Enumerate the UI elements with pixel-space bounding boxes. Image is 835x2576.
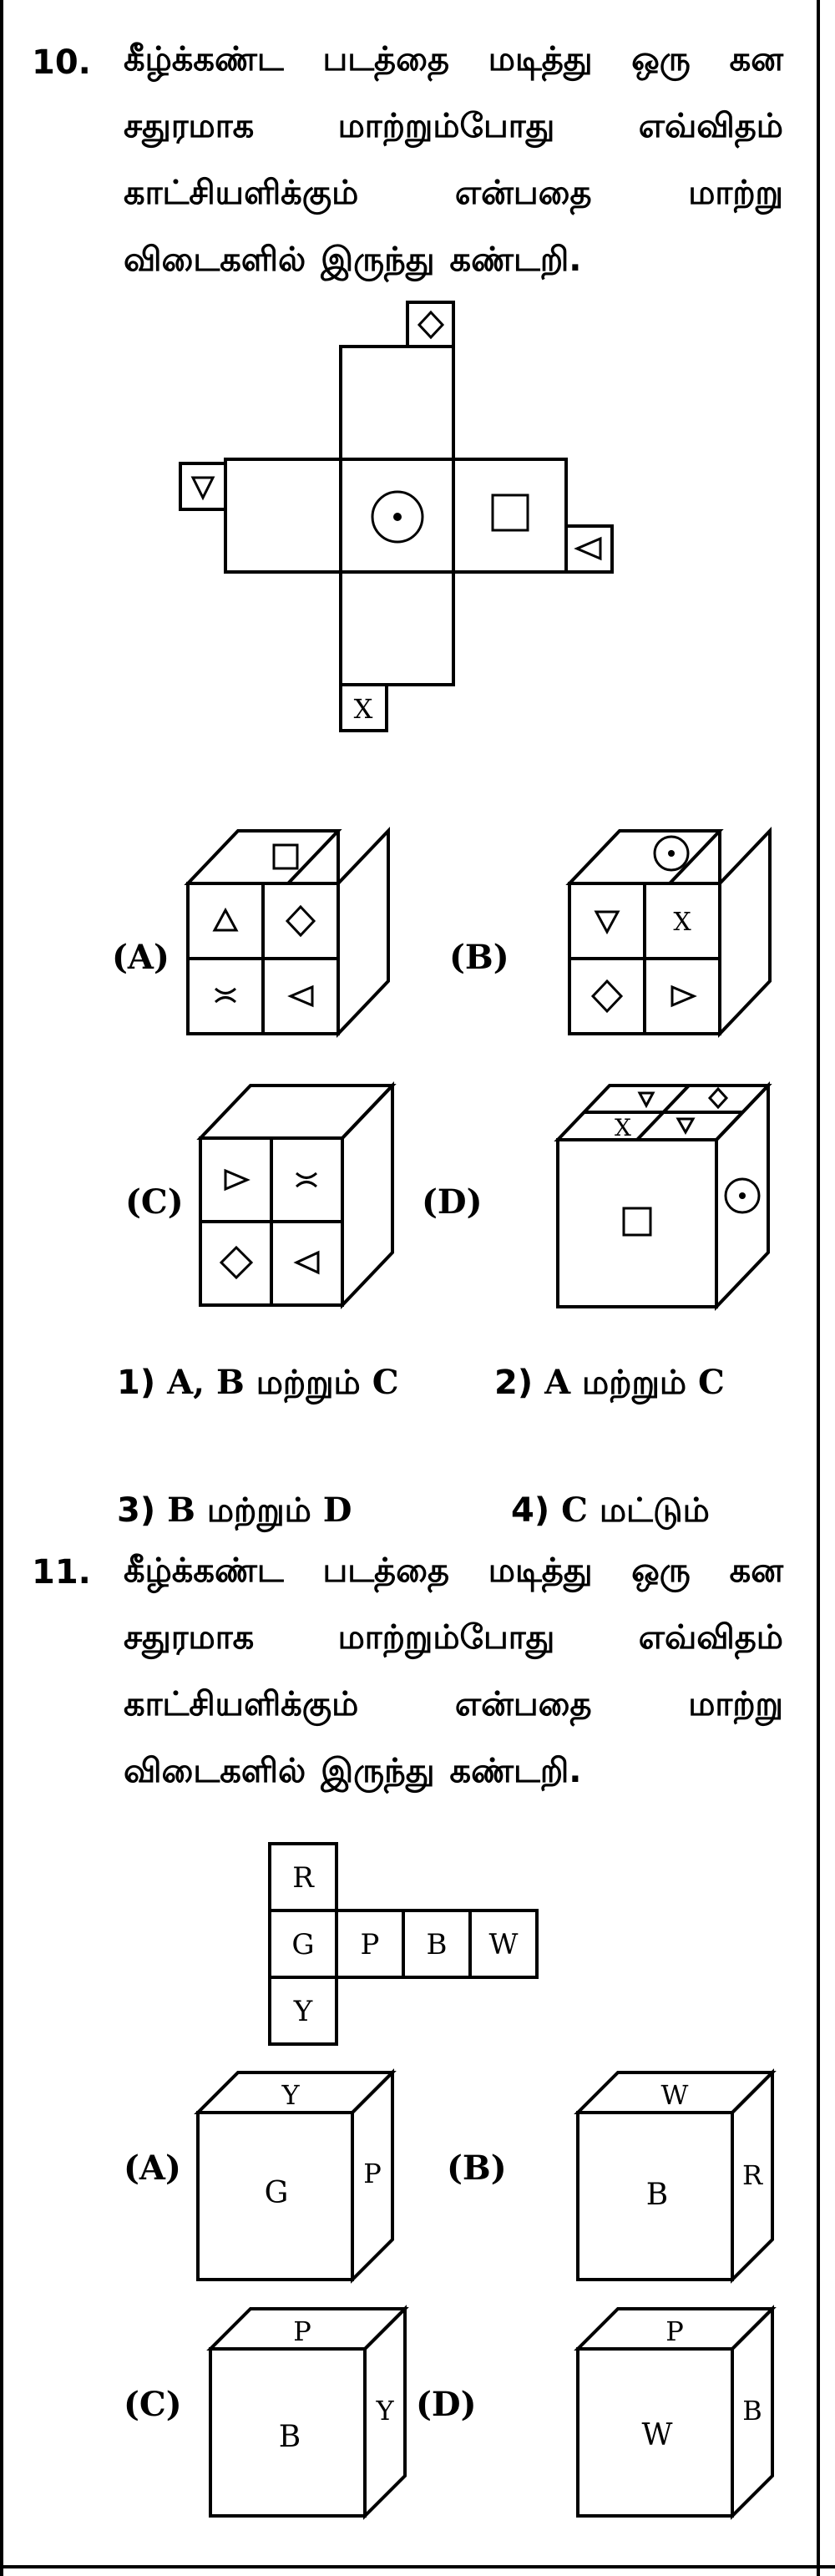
q10-option-1-last: C <box>372 1363 399 1402</box>
q11-net-b-face: B <box>426 1928 448 1961</box>
q11-net-p-face: P <box>360 1928 380 1961</box>
q11-line-3-word: மாற்று <box>688 1685 783 1723</box>
q11-cube-a <box>124 2072 392 2280</box>
q11-net-w-face: W <box>488 1928 519 1961</box>
q11-line-1-word: கீழ்க்கண்ட <box>124 1551 284 1590</box>
q10-cube-b-label: (B) <box>449 938 509 977</box>
q11-cube-d-label: (D) <box>416 2385 477 2424</box>
q10-option-1-letters: A, B <box>167 1363 245 1402</box>
q10-line-3-word: காட்சியளிக்கும் <box>124 174 359 212</box>
q10-option-3-number: 3) <box>117 1491 156 1530</box>
q11-cube-b-side: R <box>741 2159 763 2191</box>
q11-net-y-face: Y <box>293 1995 313 2028</box>
q11-cube-c-side: Y <box>376 2395 394 2427</box>
q10-cube-c-label: (C) <box>125 1182 184 1222</box>
q11-cube-d-top: P <box>665 2315 684 2347</box>
q10-cube-a-label: (A) <box>112 938 170 977</box>
q11-line-1-word: படத்தை <box>322 1551 449 1590</box>
q10-option-2-number: 2) <box>494 1364 534 1402</box>
q11-cube-b-label: (B) <box>447 2148 507 2188</box>
q10-option-1-number: 1) <box>117 1364 156 1402</box>
q11-cube-c-top: P <box>293 2315 311 2347</box>
q11-cube-a-side: P <box>363 2158 382 2189</box>
q11-cube-c-front: B <box>278 2420 301 2454</box>
q10-line-1-word: கீழ்க்கண்ட <box>124 40 284 78</box>
q10-option-1-and: மற்றும் <box>256 1364 361 1402</box>
q10-line-2-word: சதுரமாக <box>124 107 255 145</box>
q10-option-4-only: மட்டும் <box>599 1491 710 1530</box>
q11-net-g-face: G <box>291 1928 315 1961</box>
q10-option-3-letters: B <box>167 1490 195 1530</box>
q11-cube-d <box>416 2309 772 2516</box>
q10-option-3-last: D <box>322 1490 352 1530</box>
q11-net-r-face: R <box>292 1861 314 1895</box>
q11-line-1-word: ஒரு <box>631 1551 691 1590</box>
q11-cube-a-front: G <box>264 2176 289 2210</box>
q11-line-1-word: கன <box>729 1551 783 1590</box>
q11-cube-b-front: B <box>645 2178 669 2212</box>
q10-line-4-word: கண்டறி. <box>449 240 582 279</box>
q11-line-3-word: காட்சியளிக்கும் <box>124 1685 359 1723</box>
q10-option-2-and: மற்றும் <box>582 1364 687 1402</box>
q10-option-4-number: 4) <box>511 1491 550 1530</box>
q10-option-3-and: மற்றும் <box>206 1491 311 1530</box>
q10-line-1-word: ஒரு <box>631 40 691 78</box>
q11-line-4-word: கண்டறி. <box>449 1752 582 1790</box>
q11-cube-d-side: B <box>742 2395 762 2427</box>
q11-cube-a-label: (A) <box>124 2148 181 2188</box>
q11-line-4-word: விடைகளில் <box>124 1752 306 1790</box>
q11-cube-b-top: W <box>660 2079 689 2111</box>
q11-line-2-word: சதுரமாக <box>124 1618 255 1657</box>
q10-line-3-word: என்பதை <box>454 174 592 212</box>
q10-line-3-word: மாற்று <box>688 174 783 212</box>
q10-cube-b-x-symbol: X <box>673 908 691 937</box>
q11-line-3-word: என்பதை <box>454 1685 592 1723</box>
q10-option-2-letters: A <box>544 1363 571 1402</box>
q11-line-2-word: மாற்றும்போது <box>337 1618 555 1657</box>
q10-line-1-word: படத்தை <box>322 40 449 78</box>
q10-line-1-word: கன <box>729 40 783 78</box>
q11-line-4-word: இருந்து <box>321 1752 435 1790</box>
q10-line-4-word: இருந்து <box>321 240 435 279</box>
q10-option-4-letters: C <box>561 1490 588 1530</box>
q10-cube-d-x-symbol: X <box>615 1114 631 1141</box>
q10-net-bottom-x-label: X <box>353 693 373 725</box>
q10-line-2-word: எவ்விதம் <box>638 107 783 145</box>
q11-cube-c-label: (C) <box>124 2385 182 2424</box>
q10-number: 10. <box>32 43 91 82</box>
q11-cube-a-top: Y <box>281 2079 300 2111</box>
q11-cube-b <box>447 2072 772 2280</box>
q11-line-1-word: மடித்து <box>488 1551 593 1590</box>
q10-line-2-word: மாற்றும்போது <box>337 107 555 145</box>
q10-cube-d-label: (D) <box>422 1182 483 1222</box>
q11-line-2-word: எவ்விதம் <box>638 1618 783 1657</box>
q11-cube-c <box>124 2309 405 2516</box>
q11-cube-d-front: W <box>641 2418 673 2452</box>
q11-number: 11. <box>32 1553 91 1592</box>
q10-option-2-last: C <box>698 1363 725 1402</box>
q10-line-1-word: மடித்து <box>488 40 593 78</box>
q10-line-4-word: விடைகளில் <box>124 240 306 279</box>
